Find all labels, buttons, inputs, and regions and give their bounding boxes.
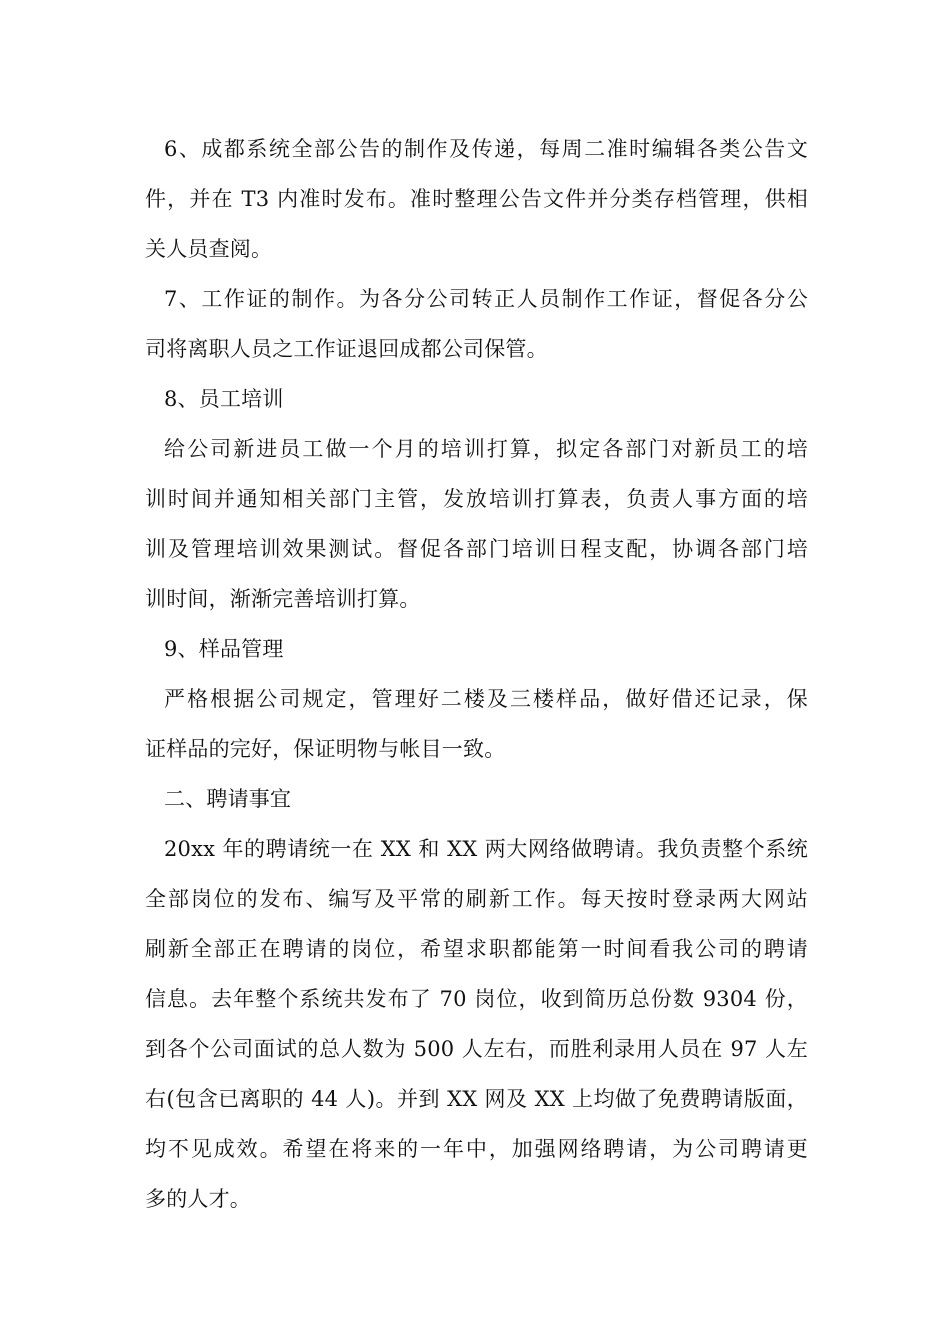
- section-heading: 二、聘请事宜: [164, 787, 292, 811]
- text-line: 司将离职人员之工作证退回成都公司保管。: [145, 337, 548, 361]
- text-line: 严格根据公司规定，管理好二楼及三楼样品，做好借还记录，保: [164, 687, 808, 711]
- text-line: 训时间，渐渐完善培训打算。: [145, 587, 421, 611]
- document-page: [145, 124, 808, 1224]
- text-line: 全部岗位的发布、编写及平常的刷新工作。每天按时登录两大网站: [145, 887, 808, 911]
- text-line: 均不见成效。希望在将来的一年中，加强网络聘请，为公司聘请更: [145, 1137, 808, 1161]
- text-line: 7、工作证的制作。为各分公司转正人员制作工作证，督促各分公: [164, 287, 808, 311]
- text-line: 多的人才。: [145, 1187, 251, 1211]
- text-line: 证样品的完好，保证明物与帐目一致。: [145, 737, 506, 761]
- section-heading: 9、样品管理: [164, 637, 284, 661]
- text-line: 给公司新进员工做一个月的培训打算，拟定各部门对新员工的培: [164, 437, 808, 461]
- text-line: 件，并在 T3 内准时发布。准时整理公告文件并分类存档管理，供相: [145, 187, 808, 211]
- text-line: 信息。去年整个系统共发布了 70 岗位，收到简历总份数 9304 份，: [145, 987, 808, 1011]
- text-line: 20xx 年的聘请统一在 XX 和 XX 两大网络做聘请。我负责整个系统: [164, 837, 808, 861]
- text-line: 到各个公司面试的总人数为 500 人左右，而胜利录用人员在 97 人左: [145, 1037, 808, 1061]
- text-line: 关人员查阅。: [145, 237, 273, 261]
- text-line: 训及管理培训效果测试。督促各部门培训日程支配，协调各部门培: [145, 537, 808, 561]
- text-line: 6、成都系统全部公告的制作及传递，每周二准时编辑各类公告文: [164, 137, 808, 161]
- text-line: 训时间并通知相关部门主管，发放培训打算表，负责人事方面的培: [145, 487, 808, 511]
- text-line: 右(包含已离职的 44 人)。并到 XX 网及 XX 上均做了免费聘请版面，: [145, 1087, 808, 1111]
- section-heading: 8、员工培训: [164, 387, 284, 411]
- text-line: 刷新全部正在聘请的岗位，希望求职都能第一时间看我公司的聘请: [145, 937, 808, 961]
